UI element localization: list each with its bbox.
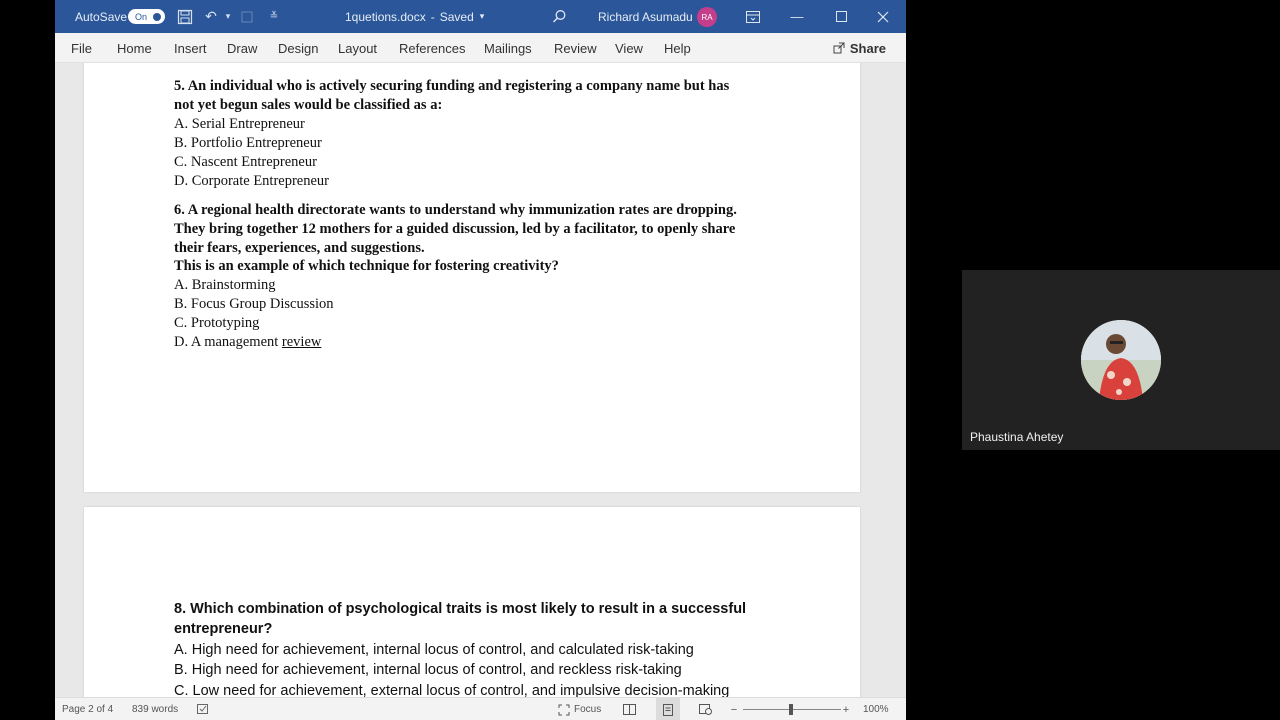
document-title[interactable] [345,0,484,33]
title-separator: - [430,9,435,24]
q5-option-a: A. Serial Entrepreneur [174,116,305,132]
saved-state: Saved [439,9,474,24]
read-mode-icon[interactable] [621,698,637,720]
tab-insert[interactable]: Insert [174,40,207,56]
web-layout-icon[interactable] [697,698,713,720]
question-8-line-1: 8. Which combination of psychological traits is most likely to result in a successful [174,601,747,617]
tab-mailings[interactable]: Mailings [484,40,532,56]
filename: 1quetions.docx [345,9,426,24]
tab-layout[interactable]: Layout [338,40,378,56]
share-label: Share [849,40,886,56]
status-bar [55,697,906,720]
undo-icon[interactable]: ↶ [205,8,217,24]
tab-help[interactable]: Help [664,40,691,56]
word-window [55,0,906,720]
document-page[interactable] [84,63,860,492]
print-layout-icon[interactable] [656,698,680,720]
q6-option-d-word: review [281,334,322,350]
maximize-icon[interactable] [819,0,863,33]
close-icon[interactable] [861,0,905,33]
word-count[interactable]: 839 words [132,704,179,715]
autosave-toggle[interactable] [128,9,165,24]
tab-draw[interactable]: Draw [227,40,258,56]
tab-design[interactable]: Design [278,40,319,56]
q8-option-a: A. High need for achievement, internal locus of control, and calculated risk-taking [174,642,694,658]
question-8-line-2: entrepreneur? [174,621,273,637]
q8-option-b: B. High need for achievement, internal locus of control, and reckless risk-taking [174,662,682,678]
tab-review[interactable]: Review [554,40,597,56]
title-bar [55,0,906,33]
zoom-slider-thumb[interactable] [789,704,793,715]
page-indicator[interactable]: Page 2 of 4 [62,704,114,715]
toggle-knob [153,13,161,21]
chevron-down-icon: ▾ [479,11,485,21]
focus-label: Focus [574,704,602,715]
ribbon-tabs [55,33,906,63]
participant-name: Phaustina Ahetey [970,430,1064,444]
share-icon [833,42,845,54]
tab-references[interactable]: References [399,40,466,56]
redo-icon[interactable] [237,0,257,33]
q6-option-c: C. Prototyping [174,315,260,331]
save-icon[interactable] [175,0,195,33]
document-canvas[interactable] [55,63,906,697]
zoom-level[interactable]: 100% [863,704,889,715]
customize-toolbar-icon[interactable]: ≚ [269,11,279,22]
zoom-out-icon[interactable]: − [730,703,738,716]
focus-icon [558,704,570,716]
q5-option-b: B. Portfolio Entrepreneur [174,135,322,151]
q6-option-a: A. Brainstorming [174,277,276,293]
question-6-line-1: 6. A regional health directorate wants to understand why immunization rates are dropping. [174,202,737,218]
user-avatar[interactable]: RA [697,7,717,27]
question-6-line-3: their fears, experiences, and suggestions. [174,240,425,256]
ribbon-display-icon[interactable] [731,0,775,33]
participant-video-tile[interactable] [962,270,1280,450]
share-button[interactable] [827,37,892,59]
focus-button[interactable] [558,698,601,720]
participant-avatar [1081,320,1161,400]
question-6-line-4: This is an example of which technique for fostering creativity? [174,258,559,274]
document-page-next[interactable] [84,507,860,697]
tab-home[interactable]: Home [117,40,152,56]
autosave-label: AutoSave [75,9,128,24]
q8-option-c: C. Low need for achievement, external locus of control, and impulsive decision-making [174,683,730,697]
tab-view[interactable]: View [615,40,643,56]
undo-dropdown-icon[interactable]: ▾ [225,11,231,21]
autosave-state: On [135,11,148,22]
q6-option-d [174,333,321,352]
search-icon[interactable] [550,0,568,33]
q5-option-c: C. Nascent Entrepreneur [174,154,317,170]
question-5-line-1: 5. An individual who is actively securing funding and registering a company name but has [174,78,730,94]
question-6-line-2: They bring together 12 mothers for a guided discussion, led by a facilitator, to openly share [174,221,736,237]
question-5-line-2: not yet begun sales would be classified as a: [174,97,443,113]
minimize-icon[interactable]: — [790,9,804,24]
tab-file[interactable]: File [71,40,92,56]
user-name[interactable]: Richard Asumadu [598,9,693,24]
proofing-icon[interactable] [195,698,211,720]
q5-option-d: D. Corporate Entrepreneur [174,173,330,189]
q6-option-b: B. Focus Group Discussion [174,296,334,312]
q6-option-d-prefix: D. A management [174,334,282,350]
zoom-in-icon[interactable]: + [842,703,850,716]
